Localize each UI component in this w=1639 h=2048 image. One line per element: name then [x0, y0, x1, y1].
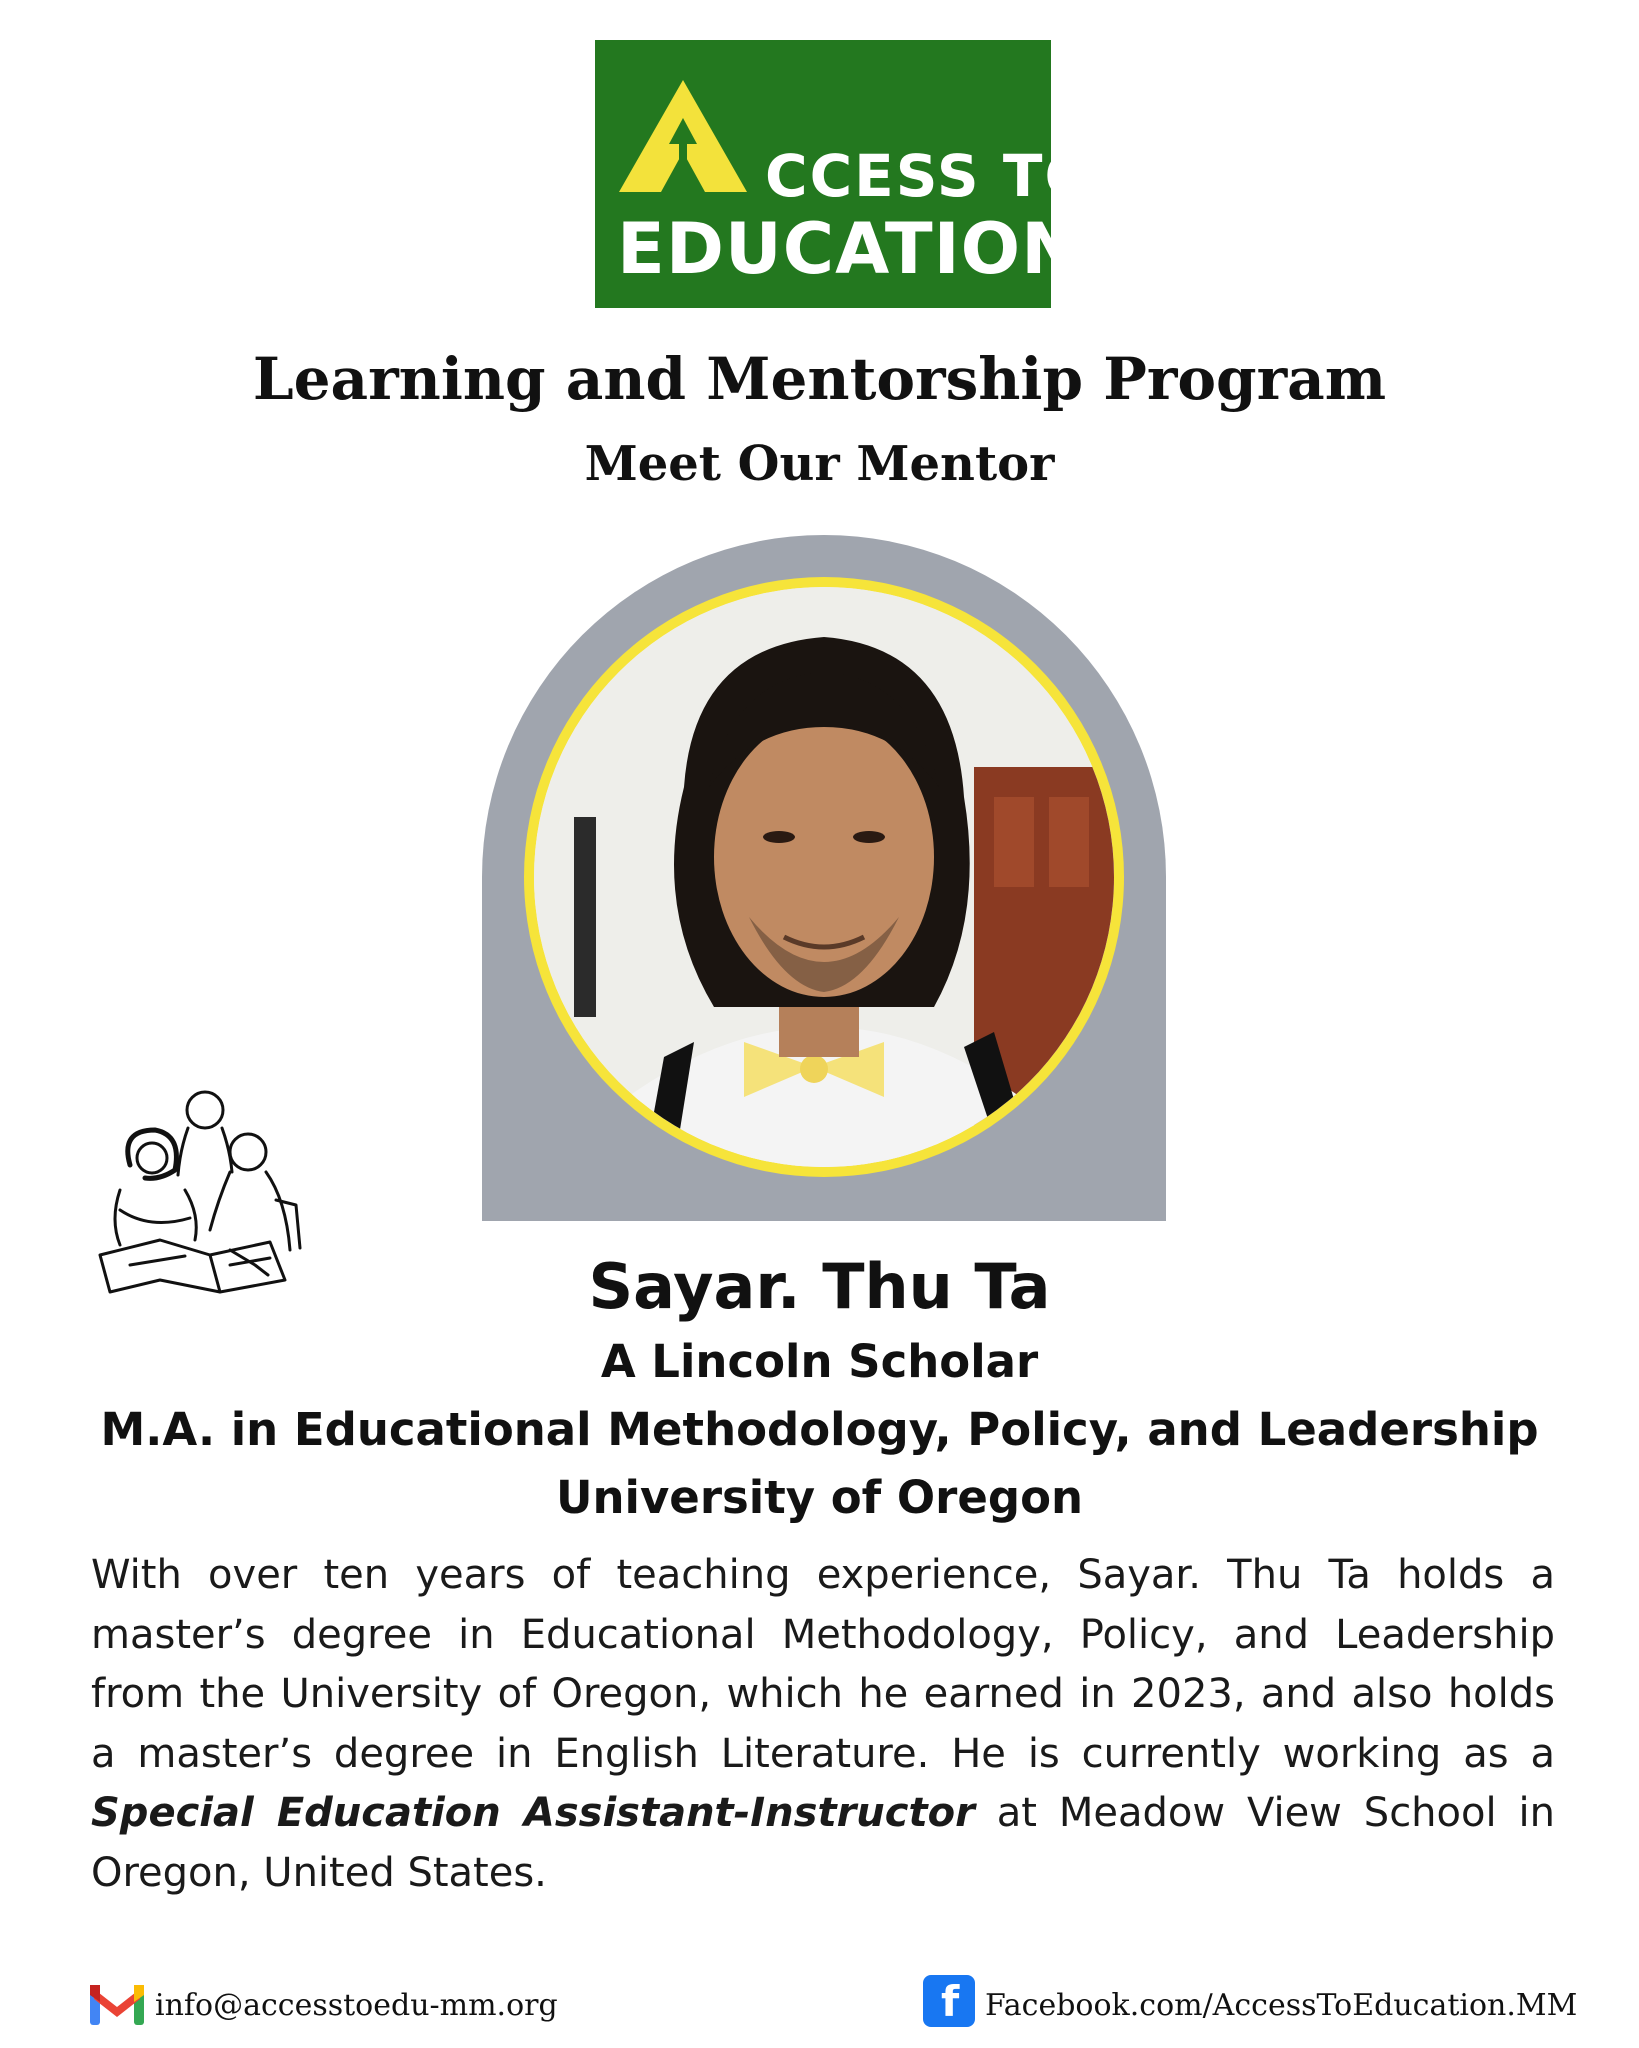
- access-to-education-logo: [595, 40, 1096, 308]
- facebook-icon: f: [923, 1975, 975, 2027]
- logo-text-line1: CCESS TO: [765, 142, 1096, 210]
- mentor-photo: [534, 587, 1114, 1167]
- mentor-title: A Lincoln Scholar: [600, 1335, 1039, 1388]
- program-title: Learning and Mentorship Program: [252, 345, 1387, 413]
- mentor-name: Sayar. Thu Ta: [588, 1250, 1051, 1323]
- logo-text-line2: EDUCATION: [617, 208, 1081, 290]
- mentor-degree: M.A. in Educational Methodology, Policy, and Leadership: [100, 1403, 1539, 1456]
- bio-role: Special Education Assistant-Instructor: [91, 1790, 975, 1836]
- section-title: Meet Our Mentor: [584, 436, 1055, 492]
- mentor-university: University of Oregon: [555, 1471, 1084, 1524]
- bio-text-part2: at Meadow View School in Oregon, United States.: [91, 1790, 1555, 1896]
- contact-email[interactable]: info@accesstoedu-mm.org: [155, 1988, 558, 2023]
- mentor-bio: [91, 1546, 1555, 1903]
- photo-frame-ring: [524, 577, 1124, 1177]
- facebook-link[interactable]: Facebook.com/AccessToEducation.MM: [985, 1988, 1578, 2023]
- gmail-icon: [90, 1985, 144, 2025]
- bio-text-part1: With over ten years of teaching experience, Sayar. Thu Ta holds a master’s degree in Educational Methodology, Policy, and Leadership from the University of Oregon, which he earned in 2023, and also holds a master’s degree in English Literature. He is currently working as a: [91, 1552, 1555, 1777]
